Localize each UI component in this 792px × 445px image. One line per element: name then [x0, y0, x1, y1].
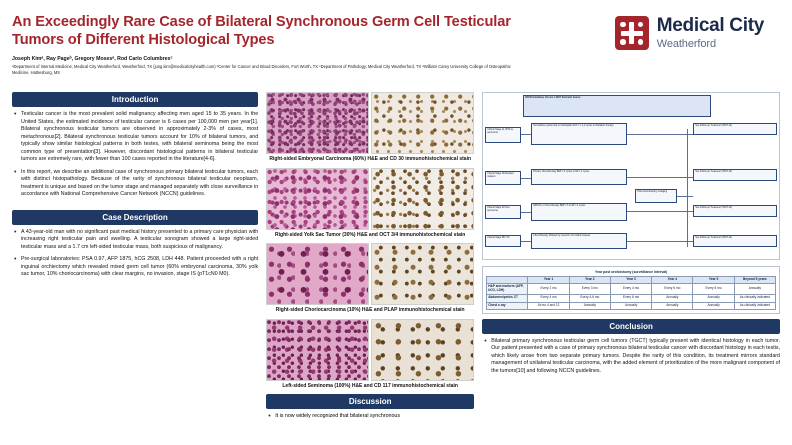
histology-image-ihc — [371, 319, 474, 381]
nccn-algorithm-figure — [482, 92, 780, 260]
table-cell: As clinically indicated — [734, 302, 775, 309]
column-header: Year 3 — [610, 277, 651, 284]
discussion-body — [266, 413, 474, 421]
row-label: Chest x-ray — [487, 302, 528, 309]
table-title: Year post orchiectomy (surveillance interval) — [595, 270, 668, 274]
flow-node: Clinical Stage IIB / IIC — [485, 235, 521, 247]
flow-node: Surveillance (preferred) or Carboplatin AUC 7 x 1-2 cycles or Radiation therapy — [531, 123, 627, 145]
poster-header — [12, 10, 780, 88]
section-header-discussion: Discussion — [266, 394, 474, 409]
figure-caption: Left-sided Seminoma (100%) H&E and CD 117 immunohistochemical stain — [282, 382, 458, 389]
column-left — [12, 92, 258, 426]
affiliation-list: ᵃDepartment of Internal Medicine, Medical City Weatherford, Weatherford, TX (jung.kim@medicalcityhealth.com) ᵇCenter for Cancer and Blood Disorders, Fort Worth, TX ᶜDepartment of Pathology, Medical City Weatherford, TX ᵈWilliam Carey University College of Osteopathic Medicine, Hattiesburg, MS — [12, 64, 511, 75]
medical-cross-icon — [615, 16, 649, 50]
column-header: Year 2 — [569, 277, 610, 284]
flow-node: Primary chemotherapy BEP x 3 cycles or EP x 4 cycles — [531, 169, 627, 185]
table-cell: Annually — [693, 295, 734, 302]
list-item: • Testicular cancer is the most prevalent solid malignancy affecting men aged 15 to 35 years. In the United States, the estimated incidence of testicular cancer is 6 cases per 100,000 men per year[1]. Bilateral synchronous testicular tumors are observed in approximately 2-3% of cases, most metachronous[2]. Bilateral synchronous testicular tumors account for 10% of bilateral tumors, and typically show similar histological patterns in both testes, with bilateral seminoma being the most common type of presentation[3]. However, discordant histological patterns in bilateral testicular tumors are extremely rare, with fewer than 100 cases reported in the literature[4-6]. — [21, 111, 258, 164]
conclusion-body — [482, 338, 780, 376]
list-item: • A 43-year-old man with no significant past medical history presented to a primary care physician with increasing right testicular pain and swelling. A testicular sonogram showed a large right-sided testicular mass and a 1.7 cm left-sided testicular mass, both suspicious of malignancy. — [21, 229, 258, 252]
list-item: • Bilateral primary synchronous testicular germ cell tumors (TGCT) typically present with identical histology in each tumor. Our patient presented with a case of primary synchronous bilateral testicular cancer with discordant histology in each testis, which likely arose from two separate primary tumors. Despite the rarity of this condition, its treatment mirrors standard management of unilateral testicular carcinoma, with the added element of prioritization of the more malignant component of the tumors[10] and following NCCN guidelines. — [491, 338, 780, 376]
brand-logo — [615, 16, 764, 50]
table-cell: At mo 4 and 12 — [528, 302, 569, 309]
histology-image-ihc — [371, 92, 474, 154]
section-header-conclusion: Conclusion — [482, 319, 780, 334]
logo-subtitle: Weatherford — [656, 38, 716, 50]
flow-node: See Follow-up Treatment (TEST-11) — [693, 123, 777, 135]
flow-node: Chemotherapy followed by resection of residual masses — [531, 233, 627, 249]
histology-image-he — [266, 243, 369, 305]
table-cell: Every 2 mo — [528, 284, 569, 295]
column-header: Beyond 5 years — [734, 277, 775, 284]
histology-image-ihc — [371, 168, 474, 230]
table-cell: Every 6 mo — [693, 284, 734, 295]
algorithm-title: NCCN Guidelines Version 1.2024 Testicular Cancer — [523, 95, 711, 117]
table-cell: Annually — [652, 295, 693, 302]
flow-node: RPLND or Chemotherapy BEP x 3 or EP x 4 cycles — [531, 203, 627, 221]
section-header-introduction: Introduction — [12, 92, 258, 107]
row-label: H&P and markers (AFP, hCG, LDH) — [487, 284, 528, 295]
figure-yolk-sac-tumor — [266, 168, 474, 239]
table-cell: Annually — [569, 302, 610, 309]
histology-image-ihc — [371, 243, 474, 305]
logo-wordmark — [657, 16, 764, 50]
flow-node: See Follow-up Treatment (TEST-13) — [693, 205, 777, 217]
figure-caption: Right-sided Embryonal Carcinoma (60%) H&E and CD 30 immunohistochemical stain — [269, 156, 472, 162]
table-cell: Every 3 mo — [569, 284, 610, 295]
author-list: Joseph Kimᵃ, Ray Pageᵇ, Gregory Mosesᵃ, Rod Carlo Columbresᶜ — [12, 55, 173, 62]
page-title: An Exceedingly Rare Case of Bilateral Synchronous Germ Cell Testicular Tumors of Different Histological Types — [12, 14, 511, 48]
histology-image-he — [266, 168, 369, 230]
poster-columns — [12, 92, 780, 426]
figure-choriocarcinoma — [266, 243, 474, 314]
row-label: Abdomen/pelvis CT — [487, 295, 528, 302]
case-description-body — [12, 229, 258, 279]
table-cell: As clinically indicated — [734, 295, 775, 302]
figure-caption: Right-sided Yolk Sac Tumor (30%) H&E and OCT 3/4 immunohistochemical stain — [275, 231, 466, 238]
table-cell: Every 4 mo — [528, 295, 569, 302]
list-item: • It is now widely recognized that bilateral synchronous — [275, 413, 474, 421]
column-right — [482, 92, 780, 426]
followup-table — [486, 276, 776, 310]
flow-node: Clinical Stage IA, IB Pure seminoma — [485, 127, 521, 143]
column-header: Year 5 — [693, 277, 734, 284]
list-item: • In this report, we describe an additional case of synchronous primary bilateral testicular tumors, each with distinct histopathology. Because of the rarity of synchronous bilateral testicular neoplasm, treatment is unique and based on the tumor stage and managed separately with close surveillance in accordance with National Comprehensive Cancer Network (NCCN) guidelines. — [21, 169, 258, 199]
table-cell: Every 6 mo — [652, 284, 693, 295]
figure-seminoma — [266, 319, 474, 390]
column-header: Year 4 — [652, 277, 693, 284]
figure-caption: Right-sided Choriocarcinoma (10%) H&E and PLAP immunohistochemical stain — [275, 307, 465, 313]
table-cell: Every 6 mo — [610, 295, 651, 302]
histology-image-he — [266, 319, 369, 381]
table-cell: Annually — [610, 302, 651, 309]
figure-embryonal-carcinoma — [266, 92, 474, 163]
table-cell: Every 4 mo — [610, 284, 651, 295]
flow-node: See Follow-up Treatment (TEST-12) — [693, 169, 777, 181]
flow-node: See Follow-up Treatment (TEST-14) — [693, 235, 777, 247]
list-item: • Pre-surgical laboratories: PSA 0.97, AFP 1875, hCG 2508, LDH 448. Patient proceeded with a right inguinal orchiectomy which revealed mixed germ cell tumor (60% embryonal carcinoma, 30% yolk sac tumor, 10% choriocarcinoma) with clear margins, no invasion, stage IS (pT1cN0 M0). — [21, 256, 258, 279]
header-text-block — [12, 10, 512, 75]
column-header — [487, 277, 528, 284]
table-cell: Annually — [652, 302, 693, 309]
section-header-case-description: Case Description — [12, 210, 258, 225]
column-header: Year 1 — [528, 277, 569, 284]
column-middle — [266, 92, 474, 426]
flow-node: Clinical Stage IS Elevated markers — [485, 171, 521, 185]
logo-title: Medical City — [656, 15, 764, 36]
histology-image-he — [266, 92, 369, 154]
table-row — [487, 302, 776, 309]
table-row — [487, 295, 776, 302]
table-header-row — [487, 277, 776, 284]
table-cell: Annually — [734, 284, 775, 295]
introduction-body — [12, 111, 258, 199]
table-cell: Annually — [693, 302, 734, 309]
flow-node: Post-chemotherapy restaging — [635, 189, 677, 203]
followup-table-figure — [482, 266, 780, 314]
table-cell: Every 4-6 mo — [569, 295, 610, 302]
flow-node: Clinical Stage IIA Non-seminoma — [485, 205, 521, 219]
table-row — [487, 284, 776, 295]
